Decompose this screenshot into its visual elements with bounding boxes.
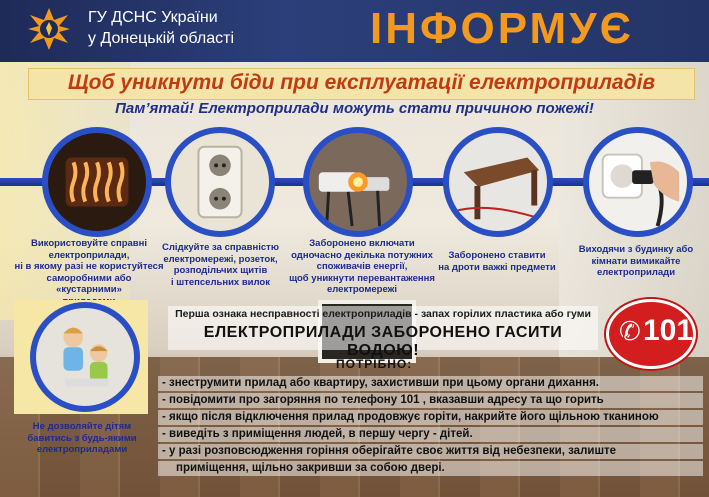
org-name-line1: ГУ ДСНС України	[88, 9, 218, 26]
subtitle: Пам’ятай! Електроприлади можуть стати причиною пожежі!	[115, 100, 594, 117]
tip-caption-3	[288, 238, 436, 296]
heater-coil-icon	[48, 133, 146, 231]
step-item: приміщення, щільно закривши за собою двері.	[158, 461, 703, 476]
tip-caption-line: одночасно декілька потужних	[291, 249, 433, 261]
warning-no-water: ЕЛЕКТРОПРИЛАДИ ЗАБОРОНЕНО ГАСИТИ ВОДОЮ!	[203, 324, 563, 359]
tip-caption-line: електромережі	[326, 284, 397, 295]
header	[0, 0, 709, 62]
tip-caption-line: електромережі, розеток,	[163, 253, 278, 265]
tip-caption-1	[14, 238, 164, 307]
tip-caption-line: Слідкуйте за справністю	[162, 242, 279, 253]
overloaded-plugs-icon	[309, 133, 407, 231]
step-item: - повідомити про загоряння по телефону 101 , вказавши адресу та що горить	[158, 393, 703, 408]
step-item: - виведіть з приміщення людей, в першу чергу - дітей.	[158, 427, 703, 442]
tip-caption-line: Заборонено включати	[309, 238, 415, 249]
dsns-emblem-icon	[26, 6, 72, 52]
tip-image-overload	[303, 127, 413, 237]
tip-caption-5	[572, 244, 700, 279]
tip-image-socket	[165, 127, 275, 237]
tip-caption-line: споживачів енергії,	[316, 261, 408, 272]
kids-caption-line: бавитись з будь-якими	[27, 432, 137, 444]
informs-heading: ІНФОРМУЄ	[370, 4, 634, 53]
power-socket-icon	[171, 133, 269, 231]
tip-caption-2	[158, 242, 283, 288]
kids-caption-line: Не дозволяйте дітям	[32, 421, 132, 432]
emergency-number: 101	[643, 314, 694, 347]
tip-caption-line: електроприлади	[596, 267, 676, 278]
tip-caption-line: Виходячи з будинку або	[578, 244, 694, 255]
tip-caption-line: і штепсельних вилок	[171, 276, 270, 288]
step-item: - знеструмити прилад або квартиру, захистивши при цьому органи дихання.	[158, 376, 703, 391]
tip-caption-line: кімнати вимикайте	[591, 255, 681, 267]
unplug-hand-icon	[589, 133, 687, 231]
warning-first-sign: Перша ознака несправності електроприладів - запах горілих пластика або гуми	[175, 308, 591, 320]
step-item: - у разі розповсюдження горіння оберігайте своє життя від небезпеки, залиште	[158, 444, 703, 459]
org-name-line2: у Донецькій області	[88, 30, 234, 47]
title-banner	[28, 68, 695, 100]
children-playing-icon	[36, 308, 134, 406]
tip-image-unplug	[583, 127, 693, 237]
tip-caption-4	[432, 250, 562, 273]
kids-caption-line: електроприладами	[36, 444, 128, 455]
tip-caption-line: Заборонено ставити	[448, 250, 546, 261]
step-item: - якщо після відключення прилад продовжує горіти, накрийте його щільною тканиною	[158, 410, 703, 425]
tip-caption-line: Використовуйте справні	[30, 238, 148, 249]
must-heading: ПОТРІБНО:	[336, 357, 413, 371]
page-title: Щоб уникнути біди при експлуатації електроприладів	[67, 71, 656, 94]
emergency-badge	[606, 299, 696, 369]
tip-caption-line: розподільчих щитів	[173, 265, 268, 276]
kids-caption	[20, 421, 144, 456]
tip-caption-line: ні в якому разі не користуйтеся	[14, 261, 164, 272]
tip-caption-line: на дроти важкі предмети	[438, 261, 556, 273]
tip-image-heater	[42, 127, 152, 237]
tip-caption-line: саморобними або «кустарними»	[46, 272, 132, 295]
steps-list	[158, 376, 703, 478]
tip-image-table	[443, 127, 553, 237]
tip-caption-line: щоб уникнути перевантаження	[289, 272, 435, 284]
phone-icon: ✆	[619, 316, 641, 346]
kids-image	[30, 302, 140, 412]
table-on-wire-icon	[449, 133, 547, 231]
tip-caption-line: електроприлади,	[48, 249, 130, 261]
